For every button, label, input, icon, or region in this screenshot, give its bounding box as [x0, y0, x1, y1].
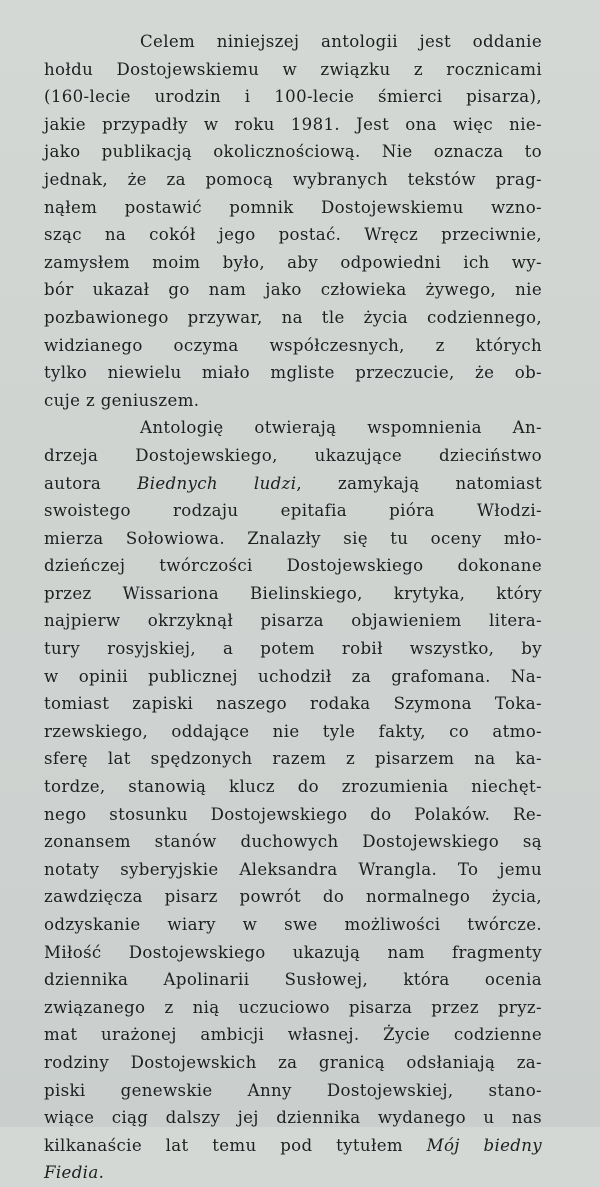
text-line: zonansem stanów duchowych Dostojewskiego są	[44, 832, 542, 852]
text-line: tury rosyjskiej, a potem robił wszystko, by	[44, 639, 542, 659]
text-line: sferę lat spędzonych razem z pisarzem na ka-	[44, 749, 542, 769]
text-line-with-italic: autora Biednych ludzi, zamykają natomiast	[44, 473, 542, 493]
text-line: bór ukazał go nam jako człowieka żywego, nie	[44, 280, 542, 300]
text-line: dziennika Apolinarii Susłowej, która ocenia	[44, 970, 542, 990]
text-line: zamysłem moim było, aby odpowiedni ich wy-	[44, 252, 542, 272]
text-line: cuje z geniuszem.	[44, 390, 200, 410]
text-line-with-italic: Fiedia.	[44, 1163, 105, 1183]
book-title: Fiedia	[44, 1163, 99, 1183]
book-title: Mój biedny	[426, 1135, 543, 1155]
text-line: odzyskanie wiary w swe możliwości twórcze.	[44, 915, 542, 934]
text-line: związanego z nią uczuciowo pisarza przez pryz-	[44, 997, 542, 1017]
text-line: najpierw okrzyknął pisarza objawieniem litera-	[44, 611, 542, 631]
text-line: wiące ciąg dalszy jej dziennika wydanego u nas	[44, 1108, 542, 1128]
text-line: notaty syberyjskie Aleksandra Wrangla. To jemu	[44, 859, 542, 879]
text-line: Celem niniejszej antologii jest oddanie	[140, 32, 542, 51]
text-line: Miłość Dostojewskiego ukazują nam fragmenty	[44, 942, 542, 962]
paragraph-1	[44, 28, 542, 414]
text-line: sząc na cokół jego postać. Wręcz przeciwnie,	[44, 225, 542, 245]
text-line: jakie przypadły w roku 1981. Jest ona więc nie-	[44, 114, 542, 134]
text-line: Antologię otwierają wspomnienia An-	[140, 418, 542, 438]
text-line: tylko niewielu miało mgliste przeczucie, że ob-	[44, 363, 542, 383]
text-line: rzewskiego, oddające nie tyle fakty, co atmo-	[44, 721, 542, 741]
text-line: tomiast zapiski naszego rodaka Szymona Toka-	[44, 694, 542, 714]
text-line: widzianego oczyma współczesnych, z których	[44, 335, 542, 355]
text-line: tordze, stanowią klucz do zrozumienia niechęt-	[44, 777, 542, 797]
text-line: hołdu Dostojewskiemu w związku z rocznicami	[44, 59, 542, 79]
text-line: drzeja Dostojewskiego, ukazujące dzieciństwo	[44, 445, 542, 465]
text-line: mat urażonej ambicji własnej. Życie codzienne	[44, 1025, 542, 1045]
text-line: swoistego rodzaju epitafia pióra Włodzi-	[44, 501, 542, 521]
text-line: rodziny Dostojewskich za granicą odsłaniają za-	[44, 1052, 542, 1072]
text-line: jednak, że za pomocą wybranych tekstów prag-	[44, 169, 542, 189]
text-line: jako publikacją okolicznościową. Nie oznacza to	[44, 142, 542, 162]
text-line: zawdzięcza pisarz powrót do normalnego życia,	[44, 887, 542, 907]
text-line: pozbawionego przywar, na tle życia codziennego,	[44, 307, 542, 327]
text-line: piski genewskie Anny Dostojewskiej, stano-	[44, 1080, 542, 1100]
text-line: (160-lecie urodzin i 100-lecie śmierci pisarza),	[44, 87, 542, 107]
body-text	[44, 28, 542, 1187]
book-title: Biednych ludzi	[137, 473, 297, 493]
text-line: mierza Sołowiowa. Znalazły się tu oceny mło-	[44, 528, 542, 548]
paragraph-2	[44, 414, 542, 1187]
text-line-with-italic: kilkanaście lat temu pod tytułem Mój biedny	[44, 1135, 543, 1155]
text-line: dzieńczej twórczości Dostojewskiego dokonane	[44, 556, 542, 576]
text-line: nego stosunku Dostojewskiego do Polaków. Re-	[44, 804, 542, 824]
text-line: przez Wissariona Bielinskiego, krytyka, który	[44, 583, 542, 603]
text-line: nąłem postawić pomnik Dostojewskiemu wzno-	[44, 197, 542, 217]
text-line: w opinii publicznej uchodził za grafomana. Na-	[44, 666, 542, 686]
